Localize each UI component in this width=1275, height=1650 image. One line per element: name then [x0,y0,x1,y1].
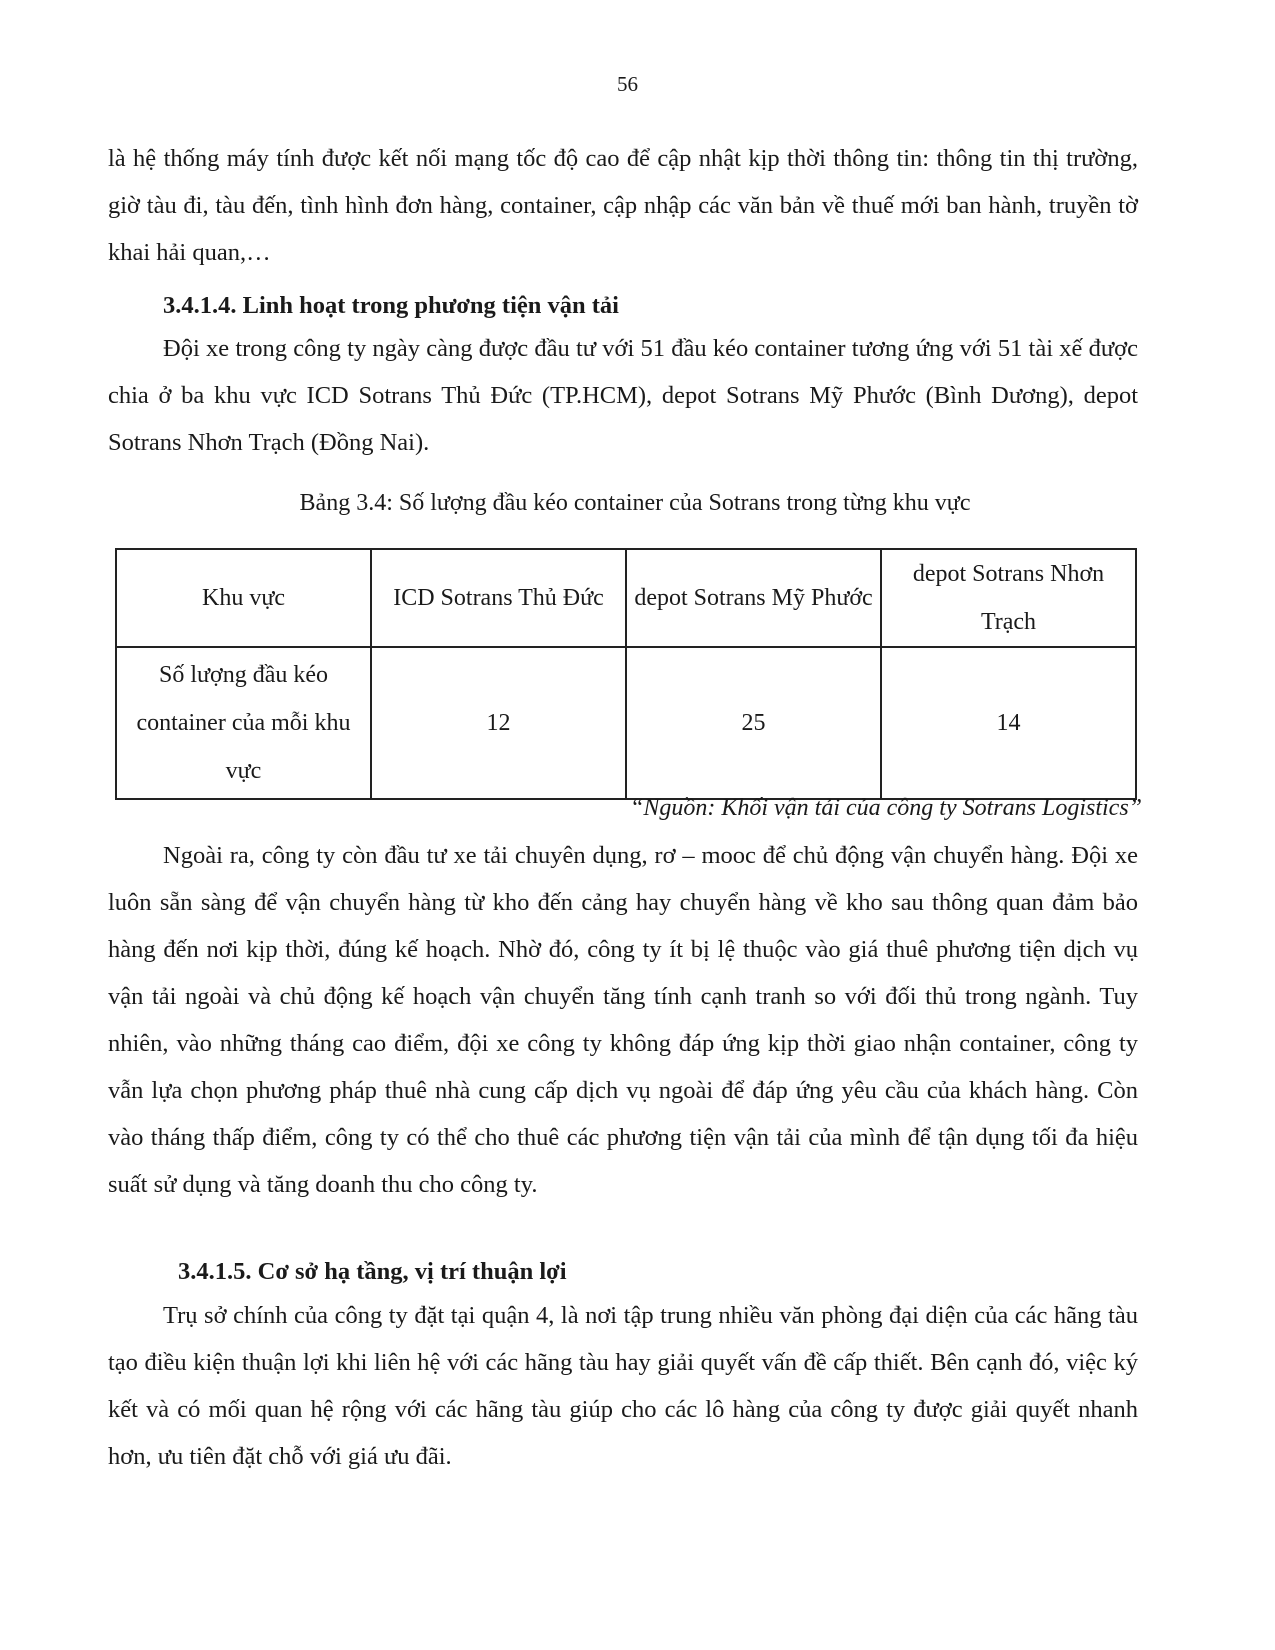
table-row-label: Số lượng đầu kéo container của mỗi khu vực [116,647,371,799]
table-header-cell: Khu vực [116,549,371,647]
infrastructure-paragraph [108,1292,1138,1480]
intro-paragraph-text: là hệ thống máy tính được kết nối mạng tốc độ cao để cập nhật kịp thời thông tin: thông tin thị trường, giờ tàu đi, tàu đến, tình hình đơn hàng, container, cập nhập các văn bản về thuế mới ban hành, truyền tờ khai hải quan,… [108,145,1138,266]
table-cell: 12 [371,647,626,799]
table-cell: 25 [626,647,881,799]
fleet-details-paragraph-text: Ngoài ra, công ty còn đầu tư xe tải chuyên dụng, rơ – mooc để chủ động vận chuyển hàng. Đội xe luôn sẵn sàng để vận chuyển hàng từ kho đến cảng hay chuyển hàng về kho sau thông quan đảm bảo hàng đến nơi kịp thời, đúng kế hoạch. Nhờ đó, công ty ít bị lệ thuộc vào giá thuê phương tiện dịch vụ vận tải ngoài và chủ động kế hoạch vận chuyển tăng tính cạnh tranh so với đối thủ trong ngành. Tuy nhiên, vào những tháng cao điểm, đội xe công ty không đáp ứng kịp thời giao nhận container, công ty vẫn lựa chọn phương pháp thuê nhà cung cấp dịch vụ ngoài để đáp ứng yêu cầu của khách hàng. Còn vào tháng thấp điểm, công ty có thể cho thuê các phương tiện vận tải của mình để tận dụng tối đa hiệu suất sử dụng và tăng doanh thu cho công ty. [108,842,1138,1198]
table-source: “Nguồn: Khối vận tải của công ty Sotrans Logistics” [629,795,1142,821]
table-header-cell: ICD Sotrans Thủ Đức [371,549,626,647]
fleet-details-paragraph [108,832,1138,1208]
table-cell: 14 [881,647,1136,799]
table-header-cell: depot Sotrans Nhơn Trạch [881,549,1136,647]
truck-count-table [115,548,1137,800]
section-heading-3-4-1-5: 3.4.1.5. Cơ sở hạ tầng, vị trí thuận lợi [178,1258,567,1285]
table-caption: Bảng 3.4: Số lượng đầu kéo container của Sotrans trong từng khu vực [299,490,971,516]
page-number: 56 [617,72,638,96]
intro-paragraph [108,135,1138,276]
table-row [116,647,1136,799]
table-header-row [116,549,1136,647]
infrastructure-paragraph-text: Trụ sở chính của công ty đặt tại quận 4, là nơi tập trung nhiều văn phòng đại diện của các hãng tàu tạo điều kiện thuận lợi khi liên hệ với các hãng tàu hay giải quyết vấn đề cấp thiết. Bên cạnh đó, việc ký kết và có mối quan hệ rộng với các hãng tàu giúp cho các lô hàng của công ty được giải quyết nhanh hơn, ưu tiên đặt chỗ với giá ưu đãi. [108,1302,1138,1470]
table-header-cell: depot Sotrans Mỹ Phước [626,549,881,647]
fleet-paragraph [108,325,1138,466]
fleet-paragraph-text: Đội xe trong công ty ngày càng được đầu tư với 51 đầu kéo container tương ứng với 51 tài xế được chia ở ba khu vực ICD Sotrans Thủ Đức (TP.HCM), depot Sotrans Mỹ Phước (Bình Dương), depot Sotrans Nhơn Trạch (Đồng Nai). [108,335,1138,456]
section-heading-3-4-1-4: 3.4.1.4. Linh hoạt trong phương tiện vận tải [163,292,619,319]
